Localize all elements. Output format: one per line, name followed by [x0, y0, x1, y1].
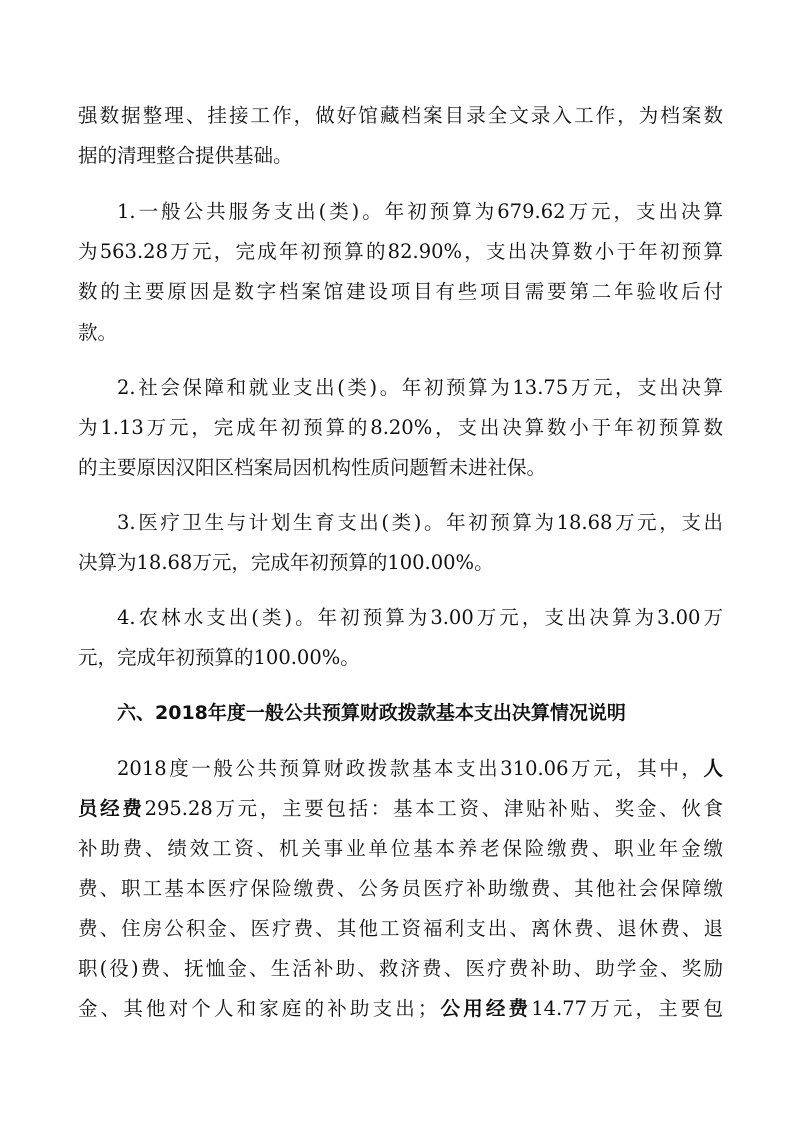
body-text: 14.77万元，主要包 [531, 997, 723, 1020]
paragraph-line: 补助费、绩效工资、机关事业单位基本养老保险缴费、职业年金缴 [78, 837, 723, 860]
paragraph-line: 费、职工基本医疗保险缴费、公务员医疗补助缴费、其他社会保障缴 [78, 877, 723, 900]
paragraph-line: 为563.28万元，完成年初预算的82.90%，支出决算数小于年初预算 [78, 240, 723, 263]
body-text: 2018度一般公共预算财政拨款基本支出310.06万元，其中， [117, 757, 704, 780]
paragraph-line: 数的主要原因是数字档案馆建设项目有些项目需要第二年验收后付 [78, 280, 723, 303]
bold-term: 公用经费 [437, 997, 532, 1020]
paragraph-line: 元，完成年初预算的100.00%。 [78, 646, 360, 669]
section-heading: 六、2018年度一般公共预算财政拨款基本支出决算情况说明 [117, 702, 626, 724]
paragraph-line: 职(役)费、抚恤金、生活补助、救济费、医疗费补助、助学金、奖励 [78, 957, 723, 980]
paragraph-line: 1.一般公共服务支出(类)。年初预算为679.62万元，支出决算 [117, 200, 723, 223]
paragraph-line: 为1.13万元，完成年初预算的8.20%，支出决算数小于年初预算数 [78, 416, 723, 439]
body-text: 295.28万元，主要包括：基本工资、津贴补贴、奖金、伙食 [144, 797, 723, 820]
paragraph-line: 4.农林水支出(类)。年初预算为3.00万元，支出决算为3.00万 [117, 606, 723, 629]
paragraph-line: 3.医疗卫生与计划生育支出(类)。年初预算为18.68万元，支出 [117, 511, 723, 534]
paragraph-line: 费、住房公积金、医疗费、其他工资福利支出、离休费、退休费、退 [78, 917, 723, 940]
paragraph-line: 的主要原因汉阳区档案局因机构性质问题暂未进社保。 [78, 456, 547, 479]
paragraph-line: 2.社会保障和就业支出(类)。年初预算为13.75万元，支出决算 [117, 376, 723, 399]
body-text: 金、其他对个人和家庭的补助支出； [78, 997, 438, 1020]
paragraph-line: 强数据整理、挂接工作，做好馆藏档案目录全文录入工作，为档案数 [78, 104, 723, 127]
paragraph-line [78, 794, 723, 824]
paragraph-line [78, 994, 723, 1024]
bold-term: 员经费 [78, 797, 145, 820]
paragraph-line [117, 754, 723, 784]
paragraph-line: 决算为18.68万元，完成年初预算的100.00%。 [78, 551, 494, 574]
paragraph-line: 款。 [78, 321, 118, 344]
bold-term: 人 [703, 757, 723, 780]
paragraph-line: 据的清理整合提供基础。 [78, 144, 293, 167]
